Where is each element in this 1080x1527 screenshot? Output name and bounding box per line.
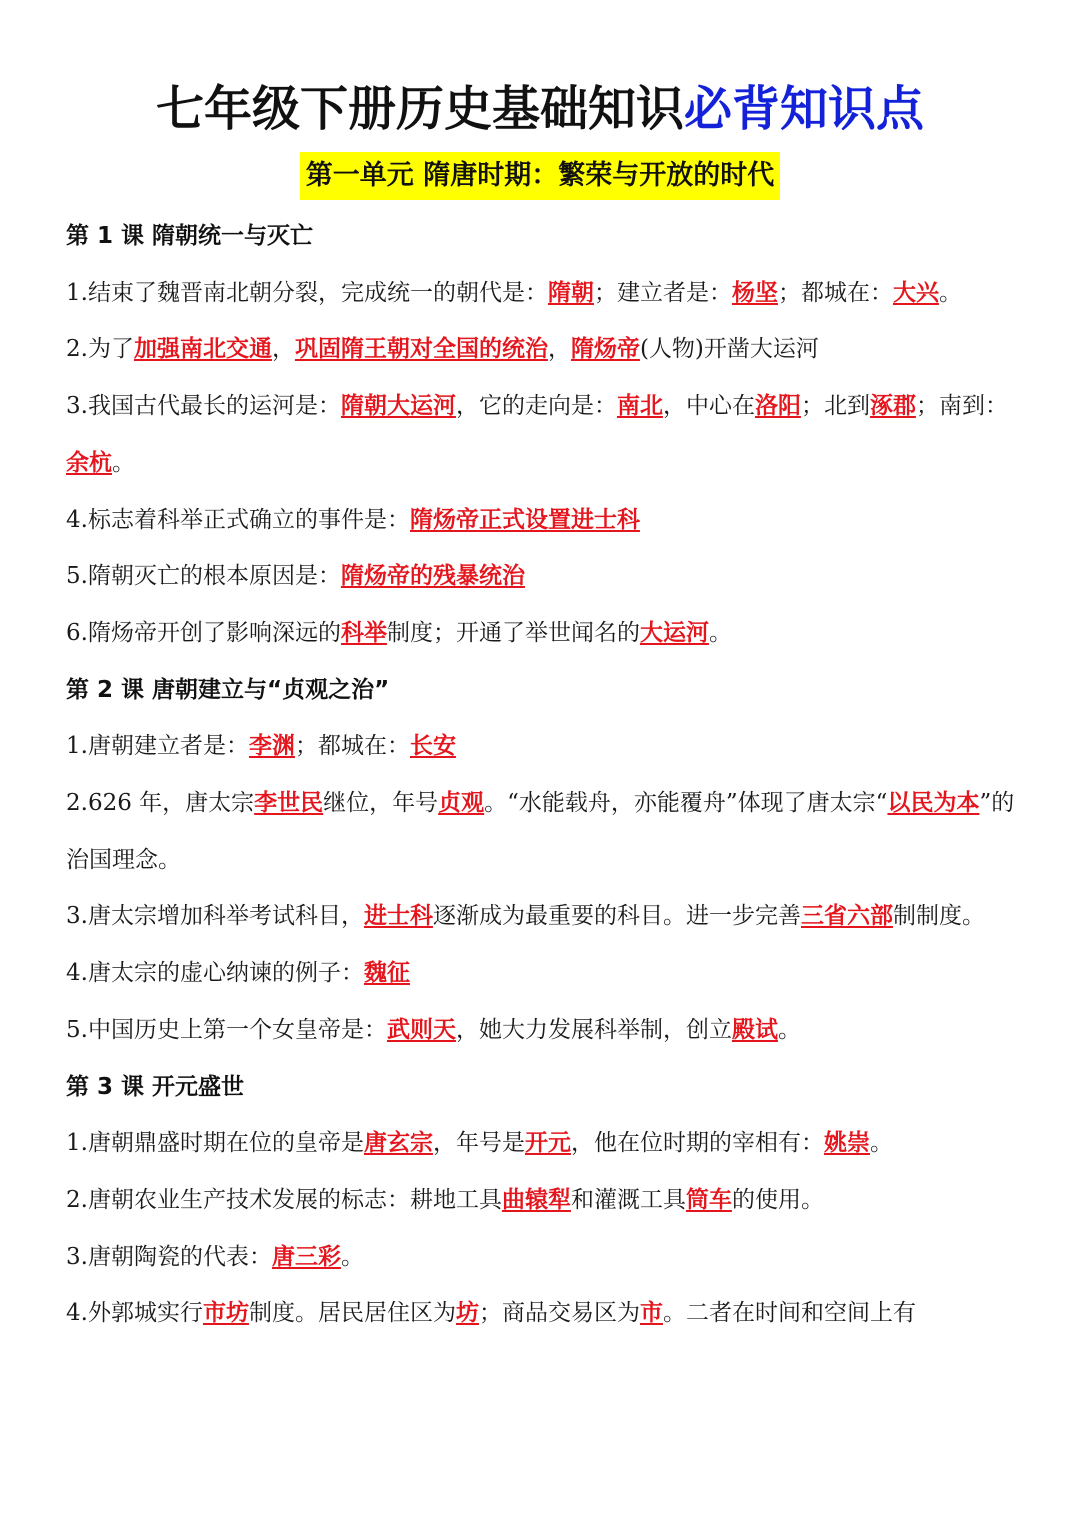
answer-text: 市: [639, 1299, 663, 1327]
statement-text: 制度；开通了举世闻名的: [386, 619, 640, 646]
knowledge-point: [66, 378, 1026, 491]
answer-text: 李渊: [248, 732, 295, 760]
statement-text: 。二者在时间和空间上有: [662, 1300, 916, 1327]
answer-text: 市坊: [202, 1299, 249, 1327]
statement-text: ，他在位时期的宰相有：: [570, 1130, 824, 1157]
answer-text: 大运河: [639, 618, 709, 646]
answer-text: 贞观: [438, 789, 485, 816]
statement-text: 2.唐朝农业生产技术发展的标志：耕地工具: [66, 1186, 502, 1213]
answer-text: 巩固隋王朝对全国的统治: [294, 335, 548, 363]
statement-text: 5.中国历史上第一个女皇帝是：: [66, 1016, 387, 1043]
knowledge-point: [66, 1229, 1026, 1286]
statement-text: ；北到: [800, 393, 870, 420]
answer-text: 武则天: [386, 1015, 456, 1043]
statement-text: 的使用。: [731, 1186, 824, 1213]
answer-text: 隋炀帝的残暴统治: [340, 562, 525, 590]
statement-text: ；都城在：: [777, 279, 893, 306]
statement-text: ，中心在: [662, 393, 755, 420]
knowledge-point: [66, 888, 1026, 945]
statement-text: 4.标志着科举正式确立的事件是：: [66, 506, 410, 533]
statement-text: 。“水能载舟，亦能覆舟”体现了唐太宗“: [484, 790, 888, 816]
statement-text: ；建立者是：: [593, 279, 732, 306]
statement-text: 2.626 年，唐太宗: [66, 790, 255, 816]
statement-text: 。: [869, 1130, 893, 1157]
title-main: 七年级下册历史基础知识: [155, 81, 684, 137]
answer-text: 余杭: [66, 448, 112, 476]
answer-text: 李世民: [254, 789, 324, 816]
statement-text: 。: [708, 619, 732, 646]
knowledge-point: [66, 492, 1026, 549]
answer-text: 洛阳: [754, 392, 801, 420]
answer-text: 杨坚: [731, 278, 778, 306]
knowledge-point: [66, 1172, 1026, 1229]
knowledge-point: [66, 548, 1026, 605]
answer-text: 殿试: [731, 1015, 778, 1043]
statement-text: 1.结束了魏晋南北朝分裂，完成统一的朝代是：: [66, 279, 548, 306]
statement-text: ，她大力发展科举制，创立: [455, 1016, 732, 1043]
answer-text: 曲辕犁: [501, 1185, 571, 1213]
statement-text: 1.唐朝建立者是：: [66, 733, 249, 760]
answer-text: 隋朝大运河: [340, 392, 456, 420]
knowledge-point: [66, 1002, 1026, 1059]
knowledge-point: [66, 945, 1026, 1002]
statement-text: 3.唐太宗增加科举考试科目，: [66, 903, 364, 930]
answer-text: 加强南北交通: [133, 335, 272, 363]
statement-text: ，它的走向是：: [455, 393, 617, 420]
page-title: [0, 78, 1080, 140]
answer-text: 以民为本: [887, 789, 980, 816]
answer-text: 大兴: [892, 278, 939, 306]
statement-text: 4.外郭城实行: [66, 1300, 203, 1327]
statement-text: 4.唐太宗的虚心纳谏的例子：: [66, 960, 364, 987]
answer-text: 隋炀帝正式设置进士科: [409, 505, 640, 533]
knowledge-point: [66, 718, 1026, 775]
statement-text: 1.唐朝鼎盛时期在位的皇帝是: [66, 1130, 364, 1157]
answer-text: 唐三彩: [271, 1242, 341, 1270]
statement-text: ，: [271, 336, 295, 363]
statement-text: ，: [547, 336, 571, 363]
statement-text: 3.唐朝陶瓷的代表：: [66, 1243, 272, 1270]
answer-text: 隋朝: [547, 278, 594, 306]
answer-text: 涿郡: [869, 392, 916, 420]
answer-text: 长安: [409, 732, 456, 760]
statement-text: 。: [777, 1016, 801, 1043]
lesson-heading: 第 3 课 开元盛世: [66, 1073, 245, 1100]
unit-heading: 第一单元 隋唐时期：繁荣与开放的时代: [300, 152, 780, 200]
answer-text: 三省六部: [800, 902, 893, 930]
statement-text: 和灌溉工具: [570, 1186, 686, 1213]
knowledge-point: [66, 321, 1026, 378]
lesson-content: [66, 208, 1026, 1342]
statement-text: ；都城在：: [294, 733, 410, 760]
title-emphasis: 必背知识点: [684, 81, 925, 137]
statement-text: 制制度。: [892, 903, 985, 930]
statement-text: 2.为了: [66, 336, 134, 363]
answer-text: 魏征: [363, 959, 410, 987]
statement-text: 制度。居民居住区为: [248, 1300, 456, 1327]
statement-text: 逐渐成为最重要的科目。进一步完善: [432, 903, 801, 930]
statement-text: 5.隋朝灭亡的根本原因是：: [66, 563, 341, 590]
statement-text: 继位，年号: [323, 790, 439, 816]
answer-text: 科举: [340, 618, 387, 646]
lesson-heading: 第 1 课 隋朝统一与灭亡: [66, 223, 314, 249]
answer-text: 进士科: [363, 902, 433, 930]
answer-text: 南北: [616, 392, 663, 420]
statement-text: 3.我国古代最长的运河是：: [66, 393, 341, 420]
knowledge-point: [66, 1115, 1026, 1172]
knowledge-point: [66, 775, 1026, 888]
statement-text: 。: [112, 449, 135, 476]
statement-text: ，年号是: [432, 1130, 525, 1157]
statement-text: ；南到：: [915, 393, 1008, 420]
answer-text: 唐玄宗: [363, 1129, 433, 1157]
answer-text: 筒车: [685, 1185, 732, 1213]
knowledge-point: [66, 1285, 1026, 1342]
statement-text: 6.隋炀帝开创了影响深远的: [66, 619, 341, 646]
statement-text: ”的治国理念。: [66, 790, 1015, 873]
statement-text: 。: [340, 1243, 364, 1270]
statement-text: 。: [938, 279, 962, 306]
answer-text: 姚崇: [823, 1129, 870, 1157]
statement-text: (人物)开凿大运河: [639, 336, 819, 363]
lesson-heading: 第 2 课 唐朝建立与“贞观之治”: [66, 676, 390, 703]
answer-text: 开元: [524, 1129, 571, 1157]
answer-text: 坊: [455, 1299, 479, 1327]
answer-text: 隋炀帝: [570, 335, 640, 363]
knowledge-point: [66, 265, 1026, 322]
unit-heading-wrap: [0, 152, 1080, 200]
knowledge-point: [66, 605, 1026, 662]
statement-text: ；商品交易区为: [478, 1300, 640, 1327]
